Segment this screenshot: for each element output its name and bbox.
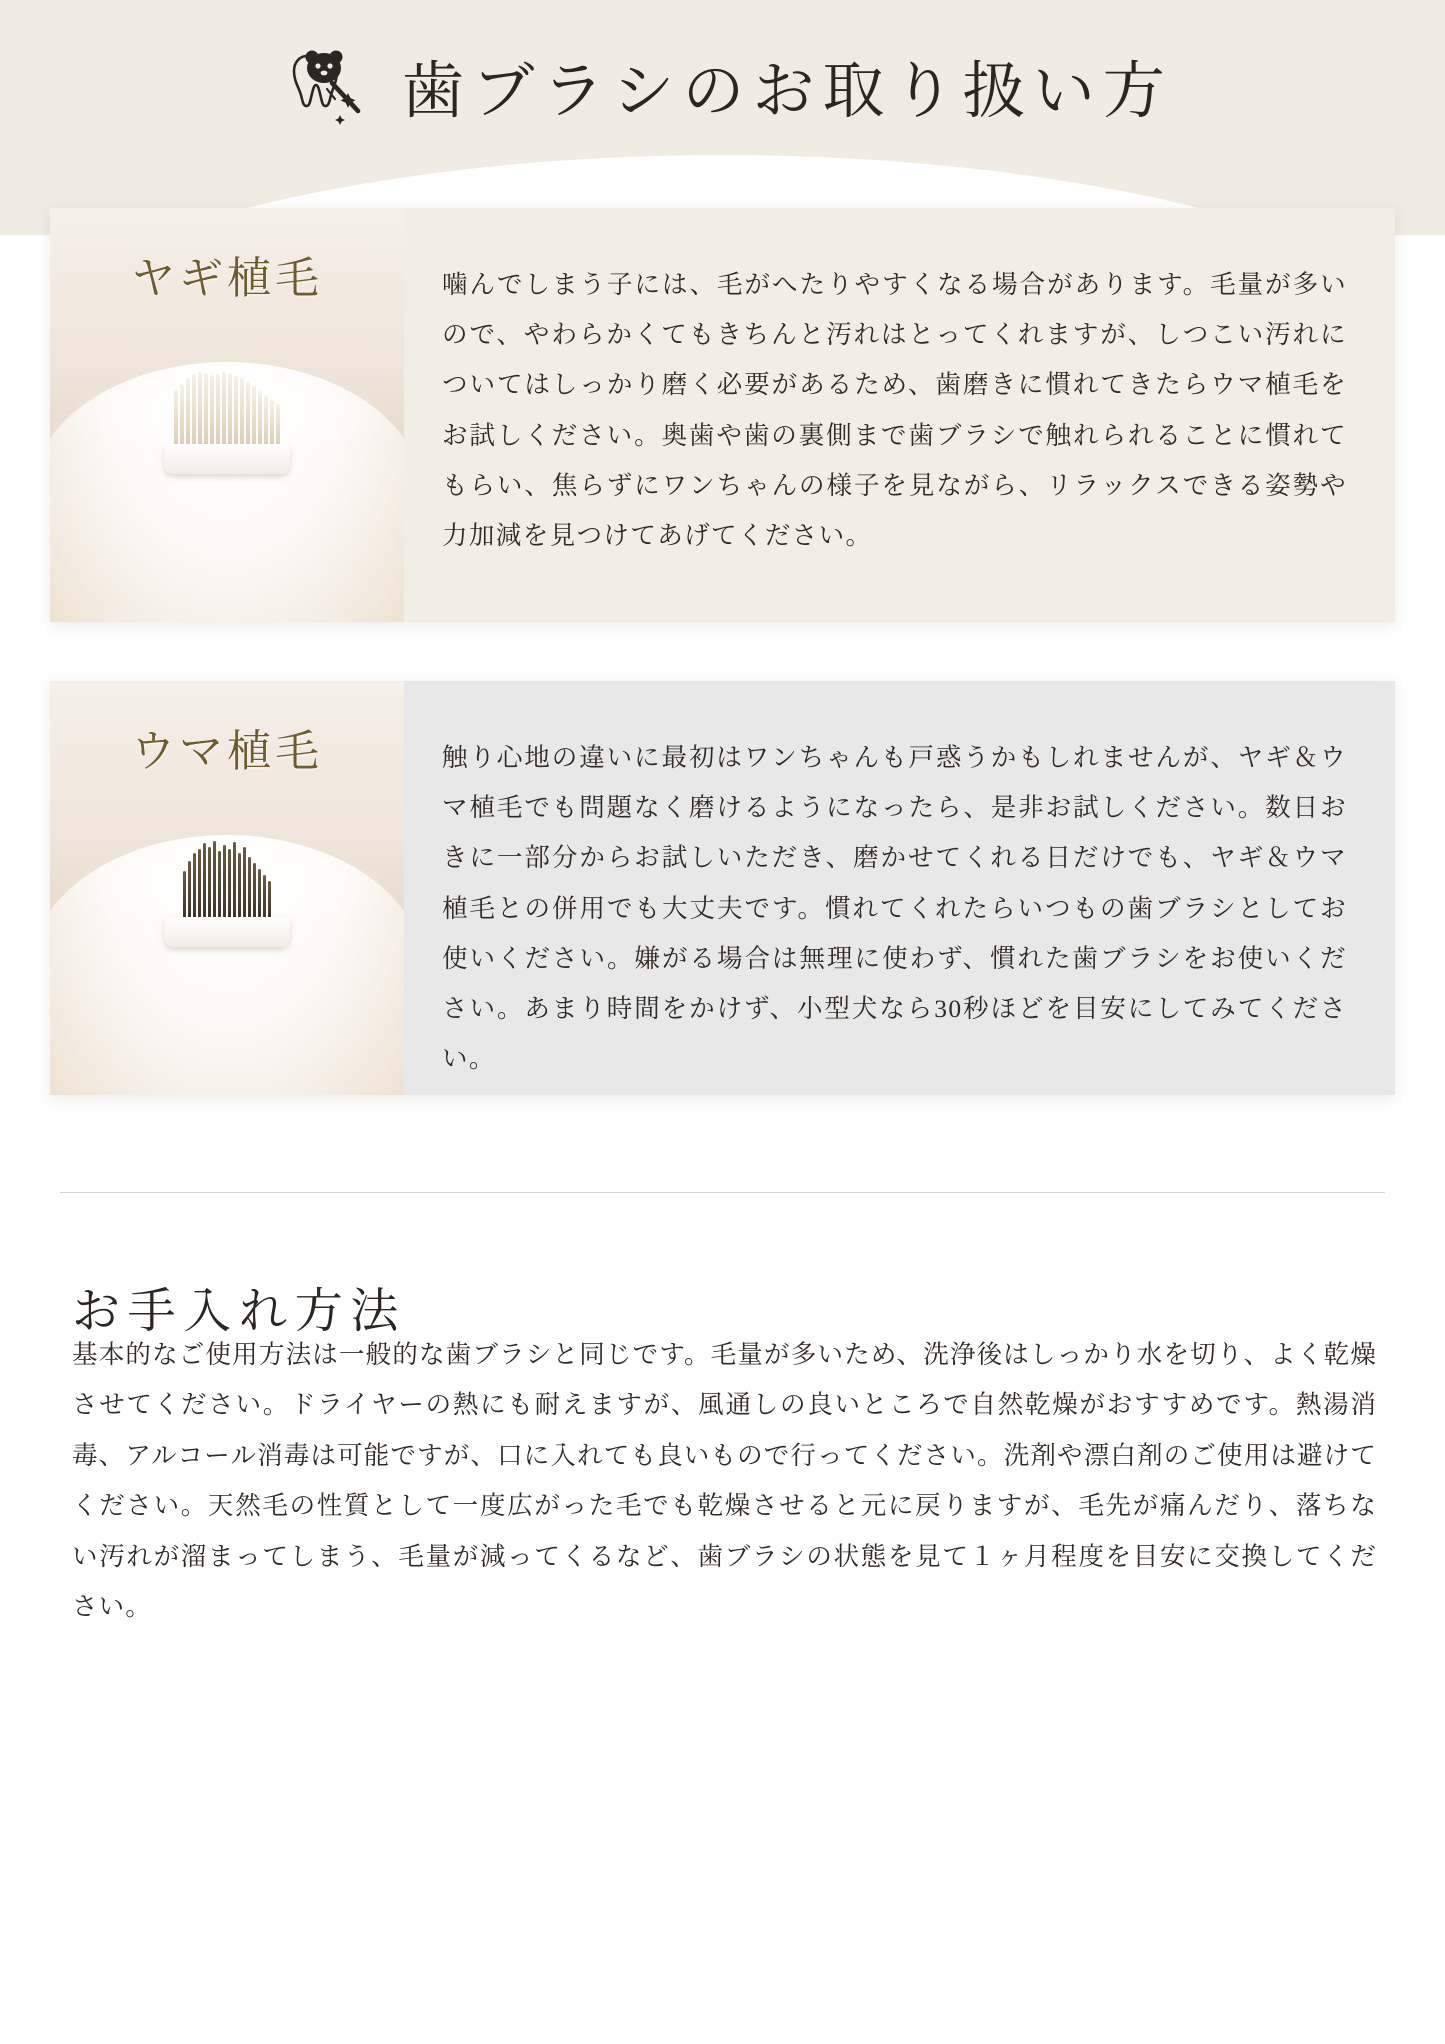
- horse-brush-illustration: [151, 817, 303, 947]
- goat-card-text: 噛んでしまう子には、毛がへたりやすくなる場合があります。毛量が多いので、やわらかくてもきちんと汚れはとってくれますが、しつこい汚れについてはしっかり磨く必要があるため、歯磨きに慣れてきたらウマ植毛をお試しください。奥歯や歯の裏側まで歯ブラシで触れられることに慣れてもらい、焦らずにワンちゃんの様子を見ながら、リラックスできる姿勢や力加減を見つけてあげてください。: [442, 270, 1347, 551]
- horse-photo-label: ウマ植毛: [131, 727, 323, 776]
- goat-bristles-icon: [169, 372, 285, 448]
- page-title: 歯ブラシのお取り扱い方: [402, 57, 1173, 126]
- horse-bristles-icon: [169, 845, 285, 921]
- horse-brush-photo: [50, 681, 404, 1095]
- care-section-text: 基本的なご使用方法は一般的な歯ブラシと同じです。毛量が多いため、洗浄後はしっかり水を切り、よく乾燥させてください。ドライヤーの熱にも耐えますが、風通しの良いところで自然乾燥がおすすめです。熱湯消毒、アルコール消毒は可能ですが、口に入れても良いもので行ってください。洗剤や漂白剤のご使用は避けてください。天然毛の性質として一度広がった毛でも乾燥させると元に戻りますが、毛先が痛んだり、落ちない汚れが溜まってしまう、毛量が減ってくるなど、歯ブラシの状態を見て１ヶ月程度を目安に交換してください。: [72, 1340, 1377, 1622]
- product-card-horse: [50, 681, 1395, 1095]
- section-divider: [60, 1192, 1385, 1193]
- care-section-heading: お手入れ方法: [72, 1284, 407, 1338]
- goat-brush-illustration: [151, 344, 303, 474]
- horse-card-body: [404, 681, 1395, 1095]
- brush-head-icon: [164, 444, 290, 474]
- dog-tooth-brush-logo-icon: [272, 37, 368, 133]
- goat-card-body: [404, 208, 1395, 622]
- brush-head-icon: [164, 917, 290, 947]
- goat-brush-photo: [50, 208, 404, 622]
- product-card-goat: [50, 208, 1395, 622]
- horse-card-text: 触り心地の違いに最初はワンちゃんも戸惑うかもしれませんが、ヤギ＆ウマ植毛でも問題なく磨けるようになったら、是非お試しください。数日おきに一部分からお試しいただき、磨かせてくれる日だけでも、ヤギ＆ウマ植毛との併用でも大丈夫です。慣れてくれたらいつもの歯ブラシとしてお使いください。嫌がる場合は無理に使わず、慣れた歯ブラシをお使いください。あまり時間をかけず、小型犬なら30秒ほどを目安にしてみてください。: [442, 743, 1347, 1074]
- goat-photo-label: ヤギ植毛: [131, 254, 323, 303]
- page-header: [0, 30, 1445, 140]
